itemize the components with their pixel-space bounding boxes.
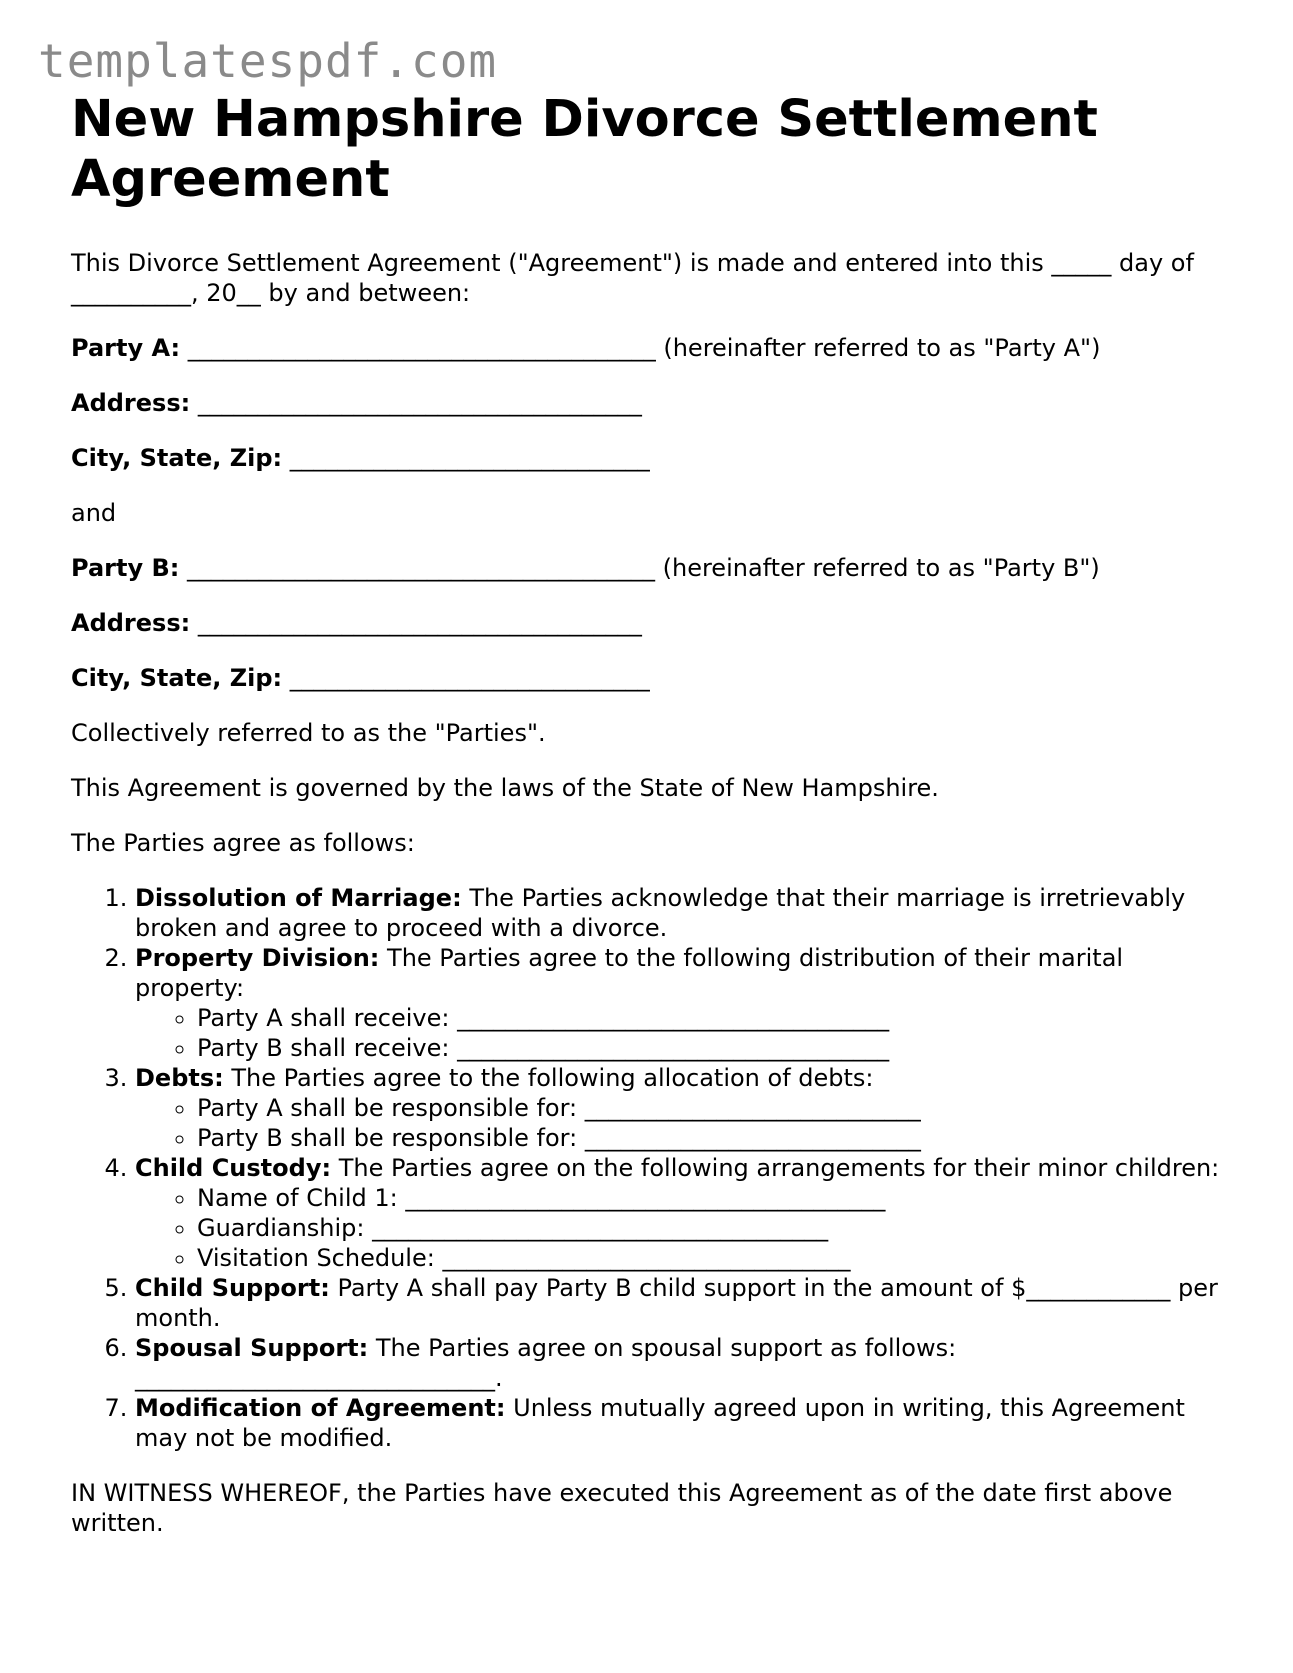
intro-paragraph: This Divorce Settlement Agreement ("Agreement") is made and entered into this _____ day of __________, 20__ by and between: xyxy=(71,249,1194,307)
term-title: Child Custody: xyxy=(135,1154,332,1182)
term-child-support xyxy=(135,1273,1231,1333)
term-text: Unless mutually agreed upon in writing, this Agreement may not be modified. xyxy=(135,1394,1185,1452)
party-a-name-suffix: (hereinafter referred to as "Party A") xyxy=(663,334,1101,362)
term-title: Spousal Support: xyxy=(135,1334,369,1362)
list-item: ◦ Visitation Schedule: __________________________________ xyxy=(197,1243,1231,1273)
governing-law-text: This Agreement is governed by the laws of the State of New Hampshire. xyxy=(71,774,939,802)
party-a-address-line xyxy=(71,388,1231,418)
term-text: Party A shall pay Party B child support in the amount of $____________ per month. xyxy=(135,1274,1218,1332)
term-title: Property Division: xyxy=(135,944,380,972)
party-b-city-blank[interactable]: ______________________________ xyxy=(289,664,650,692)
term-dissolution xyxy=(135,883,1231,943)
collectively-text: Collectively referred to as the "Parties". xyxy=(71,719,546,747)
term-debts xyxy=(135,1063,1231,1153)
list-item: ◦ Party B shall be responsible for: ____________________________ xyxy=(197,1123,1231,1153)
term-text: The Parties agree to the following allocation of debts: xyxy=(231,1064,874,1092)
party-b-city-line xyxy=(71,663,1231,693)
party-b-address-label: Address: xyxy=(71,609,191,637)
list-item: ◦ Party A shall be responsible for: ____________________________ xyxy=(197,1093,1231,1123)
document-title: New Hampshire Divorce Settlement Agreement xyxy=(71,90,1098,209)
party-a-city-blank[interactable]: ______________________________ xyxy=(289,444,650,472)
debts-sublist xyxy=(135,1093,1231,1153)
party-a-name-line xyxy=(71,333,1231,363)
party-b-address-blank[interactable]: _____________________________________ xyxy=(197,609,642,637)
party-a-city-label: City, State, Zip: xyxy=(71,444,283,472)
term-spousal-support xyxy=(135,1333,1231,1393)
list-item: ◦ Name of Child 1: ________________________________________ xyxy=(197,1183,1231,1213)
witness-text: IN WITNESS WHEREOF, the Parties have executed this Agreement as of the date first above written. xyxy=(71,1479,1173,1537)
party-a-name-label: Party A: xyxy=(71,334,181,362)
party-b-name-suffix: (hereinafter referred to as "Party B") xyxy=(662,554,1100,582)
party-a-name-blank[interactable]: _______________________________________ xyxy=(187,334,656,362)
term-text: The Parties agree on the following arrangements for their minor children: xyxy=(338,1154,1220,1182)
party-b-name-label: Party B: xyxy=(71,554,180,582)
term-title: Dissolution of Marriage: xyxy=(135,884,462,912)
party-b-city-label: City, State, Zip: xyxy=(71,664,283,692)
terms-list xyxy=(71,883,1231,1453)
list-item: ◦ Party B shall receive: ____________________________________ xyxy=(197,1033,1231,1063)
term-text: The Parties acknowledge that their marriage is irretrievably broken and agree to proceed with a divorce. xyxy=(135,884,1186,942)
list-item: ◦ Party A shall receive: ____________________________________ xyxy=(197,1003,1231,1033)
document-page xyxy=(71,90,1231,1563)
party-b-name-blank[interactable]: _______________________________________ xyxy=(186,554,655,582)
party-a-city-line xyxy=(71,443,1231,473)
agree-intro-text: The Parties agree as follows: xyxy=(71,829,415,857)
term-title: Debts: xyxy=(135,1064,224,1092)
and-text: and xyxy=(71,499,117,527)
party-a-address-label: Address: xyxy=(71,389,191,417)
party-b-address-line xyxy=(71,608,1231,638)
term-property xyxy=(135,943,1231,1063)
term-text: The Parties agree on spousal support as follows: ______________________________. xyxy=(135,1334,957,1392)
term-title: Child Support: xyxy=(135,1274,330,1302)
term-custody xyxy=(135,1153,1231,1273)
party-b-name-line xyxy=(71,553,1231,583)
term-text: The Parties agree to the following distribution of their marital property: xyxy=(135,944,1124,1002)
watermark: templatespdf.com xyxy=(38,34,498,88)
property-sublist xyxy=(135,1003,1231,1063)
list-item: ◦ Guardianship: ______________________________________ xyxy=(197,1213,1231,1243)
party-a-address-blank[interactable]: _____________________________________ xyxy=(197,389,642,417)
custody-sublist xyxy=(135,1183,1231,1273)
term-modification xyxy=(135,1393,1231,1453)
term-title: Modification of Agreement: xyxy=(135,1394,506,1422)
